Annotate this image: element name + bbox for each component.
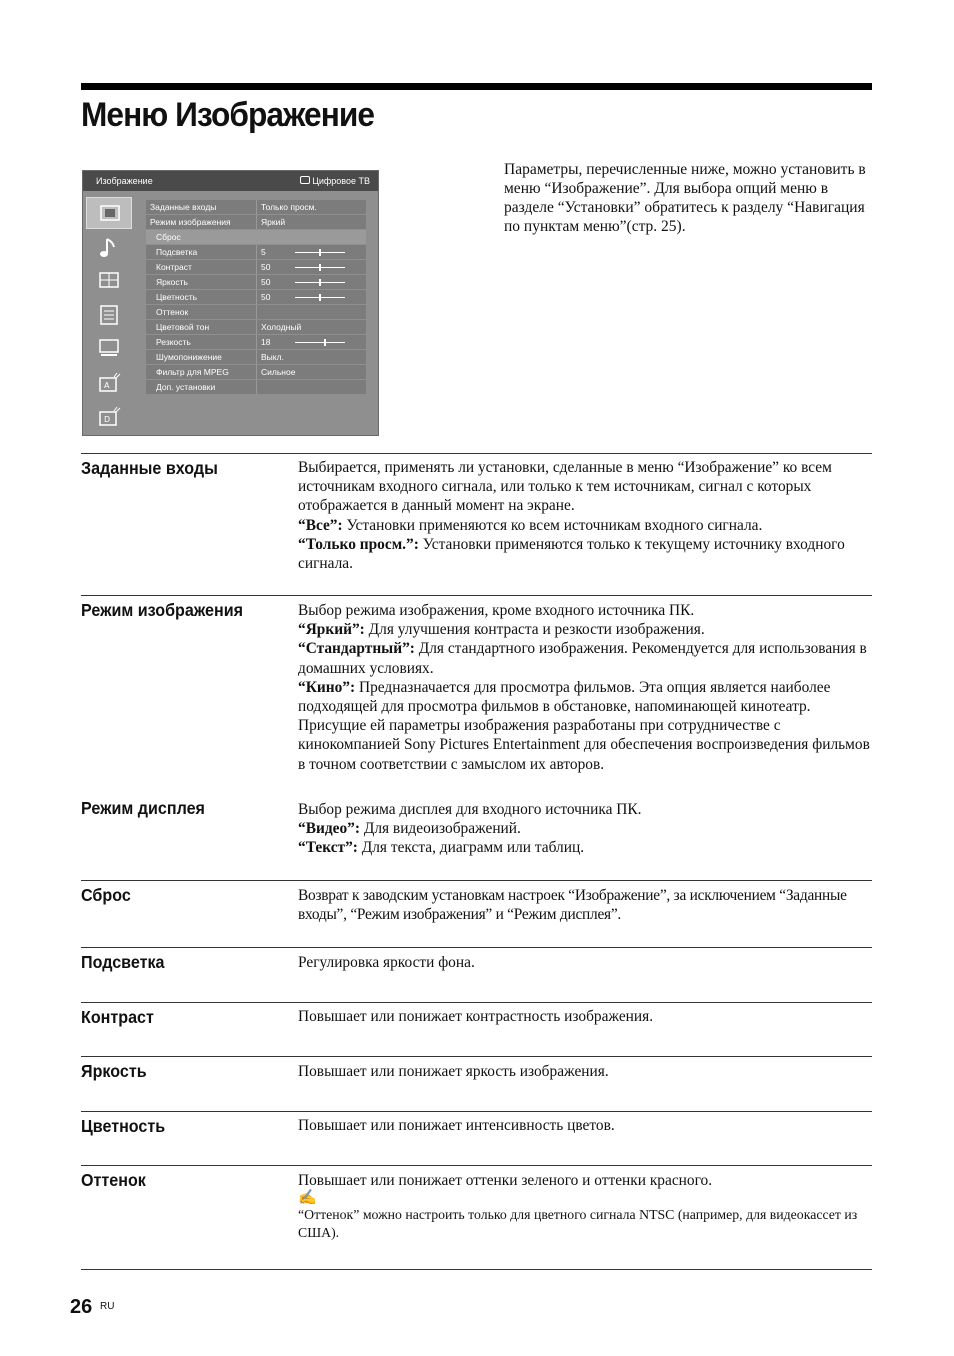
menu-row-separator xyxy=(256,200,257,214)
svg-text:A: A xyxy=(104,381,110,390)
menu-row-slider xyxy=(295,267,345,268)
list-icon xyxy=(86,299,132,331)
term-picture-mode: Режим изображения xyxy=(81,600,244,620)
option-key: “Стандартный”: xyxy=(298,640,415,658)
page-language: RU xyxy=(100,1301,115,1312)
top-rule xyxy=(81,83,872,90)
menu-row-slider xyxy=(295,282,345,283)
menu-row-value: Холодный xyxy=(261,322,302,332)
option-text: Установки применяются только к текущему источнику входного сигнала. xyxy=(298,535,845,573)
menu-row-value: 5 xyxy=(261,247,266,257)
option-key: “Все”: xyxy=(298,516,343,534)
desc-backlight xyxy=(298,953,873,972)
desc-display-mode xyxy=(298,800,873,858)
note-text: “Оттенок” можно настроить только для цветного сигнала NTSC (например, для видеокассет из США). xyxy=(298,1207,858,1241)
menu-row xyxy=(146,230,366,244)
menu-row-value: 50 xyxy=(261,262,271,272)
menu-row xyxy=(146,290,366,304)
menu-row xyxy=(146,305,366,319)
desc-brightness xyxy=(298,1062,873,1081)
option-text: Для улучшения контраста и резкости изображения. xyxy=(364,621,705,639)
desc-picture-mode xyxy=(298,601,873,774)
menu-row-separator xyxy=(256,365,257,379)
menu-row-value-cell xyxy=(261,382,366,394)
menu-header xyxy=(83,171,378,191)
menu-row-value-cell xyxy=(261,262,366,274)
menu-row xyxy=(146,260,366,274)
menu-row xyxy=(146,335,366,349)
option-text: Для видеоизображений. xyxy=(359,820,521,838)
option-line xyxy=(298,535,873,573)
option-line xyxy=(298,516,873,535)
tv-source-icon xyxy=(300,176,310,184)
intro-text: Параметры, перечисленные ниже, можно установить в меню “Изображение”. Для выбора опций меню в разделе “Установки” обратитесь к разделу “Навигация по пунктам меню”(стр. 25). xyxy=(504,161,866,235)
menu-row xyxy=(146,200,366,214)
option-key: “Видео”: xyxy=(298,820,360,838)
desc-color xyxy=(298,1116,873,1135)
desc-text: Повышает или понижает контрастность изображения. xyxy=(298,1008,654,1025)
desc-text: Выбирается, применять ли установки, сделанные в меню “Изображение” ко всем источникам входного сигнала, или только к тем источникам, сигнал с которых отображается в данный момент на экране. xyxy=(298,459,832,515)
menu-row-slider-knob xyxy=(319,279,321,286)
menu-row-label: Фильтр для MPEG xyxy=(156,367,229,377)
term-backlight: Подсветка xyxy=(81,952,165,972)
menu-row-label: Цветовой тон xyxy=(156,322,210,332)
menu-row xyxy=(146,320,366,334)
menu-screenshot xyxy=(82,170,379,436)
menu-row-value-cell xyxy=(261,277,366,289)
menu-row-slider-knob xyxy=(319,264,321,271)
term-contrast: Контраст xyxy=(81,1007,154,1027)
page-title: Меню Изображение xyxy=(81,96,375,134)
menu-header-source-label: Цифровое ТВ xyxy=(312,176,370,186)
menu-row-value: Сильное xyxy=(261,367,296,377)
menu-row-slider-knob xyxy=(324,339,326,346)
term-brightness: Яркость xyxy=(81,1061,147,1081)
section-divider xyxy=(81,1002,872,1003)
menu-row-label: Заданные входы xyxy=(150,202,217,212)
menu-row-value: 50 xyxy=(261,277,271,287)
option-key: “Текст”: xyxy=(298,839,358,857)
menu-row-value-cell xyxy=(261,247,366,259)
menu-row-separator xyxy=(256,335,257,349)
option-key: “Яркий”: xyxy=(298,621,365,639)
digital-tv-icon xyxy=(86,401,132,433)
menu-row-value-cell xyxy=(261,337,366,349)
menu-row-value: Выкл. xyxy=(261,352,284,362)
menu-row-value: 18 xyxy=(261,337,271,347)
menu-row-label: Яркость xyxy=(156,277,188,287)
svg-text:D: D xyxy=(104,415,111,424)
menu-row xyxy=(146,380,366,394)
section-divider xyxy=(81,1111,872,1112)
option-text: Предназначается для просмотра фильмов. Эта опция является наиболее подходящей для просмотра фильмов в обстановке, напоминающей кинотеатр. Присущие ей параметры изображения разработаны при сотрудничестве с кинокомпанией Sony Pictures Entertainment для обеспечения воспроизведения фильмов в точном соответствии с замыслом их авторов. xyxy=(298,678,870,773)
desc-text: Выбор режима изображения, кроме входного источника ПК. xyxy=(298,602,695,619)
note-pencil-icon: ✍ xyxy=(298,1190,317,1207)
section-divider xyxy=(81,1269,872,1270)
desc-text: Возврат к заводским установкам настроек “Изображение”, за исключением “Заданные входы”, “Режим изображения” и “Режим дисплея”. xyxy=(298,887,847,924)
menu-row-label: Режим изображения xyxy=(150,217,231,227)
menu-row-value-cell xyxy=(261,322,366,334)
section-divider xyxy=(81,880,872,881)
desc-reset xyxy=(298,886,873,924)
menu-row-slider xyxy=(295,252,345,253)
menu-row-label: Шумопонижение xyxy=(156,352,222,362)
menu-row-value-cell xyxy=(261,292,366,304)
menu-row-value-cell xyxy=(261,307,366,319)
desc-text: Повышает или понижает интенсивность цветов. xyxy=(298,1117,615,1134)
term-color: Цветность xyxy=(81,1116,166,1136)
desc-text: Повышает или понижает оттенки зеленого и оттенки красного. xyxy=(298,1172,713,1189)
menu-row-separator xyxy=(256,260,257,274)
menu-row-separator xyxy=(256,230,257,244)
option-line xyxy=(298,838,873,857)
section-divider xyxy=(81,453,872,454)
menu-row-value: Яркий xyxy=(261,217,286,227)
menu-row-slider-knob xyxy=(319,294,321,301)
menu-row-label: Подсветка xyxy=(156,247,198,257)
menu-row-slider xyxy=(295,297,345,298)
page-number: 26 xyxy=(70,1296,93,1318)
music-note-icon xyxy=(86,231,132,263)
menu-row xyxy=(146,215,366,229)
menu-row-separator xyxy=(256,245,257,259)
menu-header-source xyxy=(300,176,370,186)
menu-list xyxy=(146,200,366,395)
menu-row-label: Резкость xyxy=(156,337,191,347)
menu-row-separator xyxy=(256,305,257,319)
menu-row xyxy=(146,365,366,379)
term-display-mode: Режим дисплея xyxy=(81,798,205,818)
menu-row xyxy=(146,245,366,259)
term-inputs: Заданные входы xyxy=(81,458,218,478)
desc-contrast xyxy=(298,1007,873,1026)
grid-icon xyxy=(86,265,132,297)
option-line xyxy=(298,678,873,774)
desc-text: Выбор режима дисплея для входного источника ПК. xyxy=(298,801,642,818)
menu-row-label: Оттенок xyxy=(156,307,189,317)
menu-row-value: 50 xyxy=(261,292,271,302)
monitor-icon xyxy=(86,333,132,365)
option-text: Установки применяются ко всем источникам входного сигнала. xyxy=(342,516,763,534)
menu-row-value-cell xyxy=(261,202,366,214)
menu-row-label: Доп. установки xyxy=(156,382,216,392)
section-divider xyxy=(81,1056,872,1057)
menu-row-slider xyxy=(295,342,345,343)
menu-header-title: Изображение xyxy=(96,176,153,186)
menu-row-label: Контраст xyxy=(156,262,192,272)
desc-text: Повышает или понижает яркость изображения. xyxy=(298,1063,609,1080)
option-text: Для стандартного изображения. Рекомендуется для использования в домашних условиях. xyxy=(298,640,867,677)
menu-row-value-cell xyxy=(261,217,366,229)
option-key: “Кино”: xyxy=(298,678,356,696)
desc-inputs xyxy=(298,458,873,573)
option-line xyxy=(298,639,873,677)
section-divider xyxy=(81,1165,872,1166)
menu-row-value-cell xyxy=(261,352,366,364)
option-key: “Только просм.”: xyxy=(298,535,419,553)
menu-row xyxy=(146,350,366,364)
desc-hue xyxy=(298,1171,873,1242)
menu-row-slider-knob xyxy=(319,249,321,256)
section-divider xyxy=(81,947,872,948)
menu-row-label: Сброс xyxy=(156,232,181,242)
picture-icon xyxy=(86,197,132,229)
menu-row-value: Только просм. xyxy=(261,202,317,212)
menu-row-value-cell xyxy=(261,367,366,379)
option-line xyxy=(298,819,873,838)
term-hue: Оттенок xyxy=(81,1170,146,1190)
analog-tv-icon xyxy=(86,367,132,399)
menu-row-separator xyxy=(256,215,257,229)
menu-row-label: Цветность xyxy=(156,292,198,302)
menu-row-separator xyxy=(256,380,257,394)
menu-row-separator xyxy=(256,320,257,334)
section-divider xyxy=(81,595,872,596)
menu-icon-column xyxy=(86,197,136,435)
menu-row xyxy=(146,275,366,289)
menu-row-separator xyxy=(256,350,257,364)
option-text: Для текста, диаграмм или таблиц. xyxy=(357,839,585,857)
menu-row-separator xyxy=(256,275,257,289)
term-reset: Сброс xyxy=(81,885,131,905)
menu-row-separator xyxy=(256,290,257,304)
option-line xyxy=(298,620,873,639)
menu-row-value-cell xyxy=(261,232,366,244)
desc-text: Регулировка яркости фона. xyxy=(298,954,475,971)
